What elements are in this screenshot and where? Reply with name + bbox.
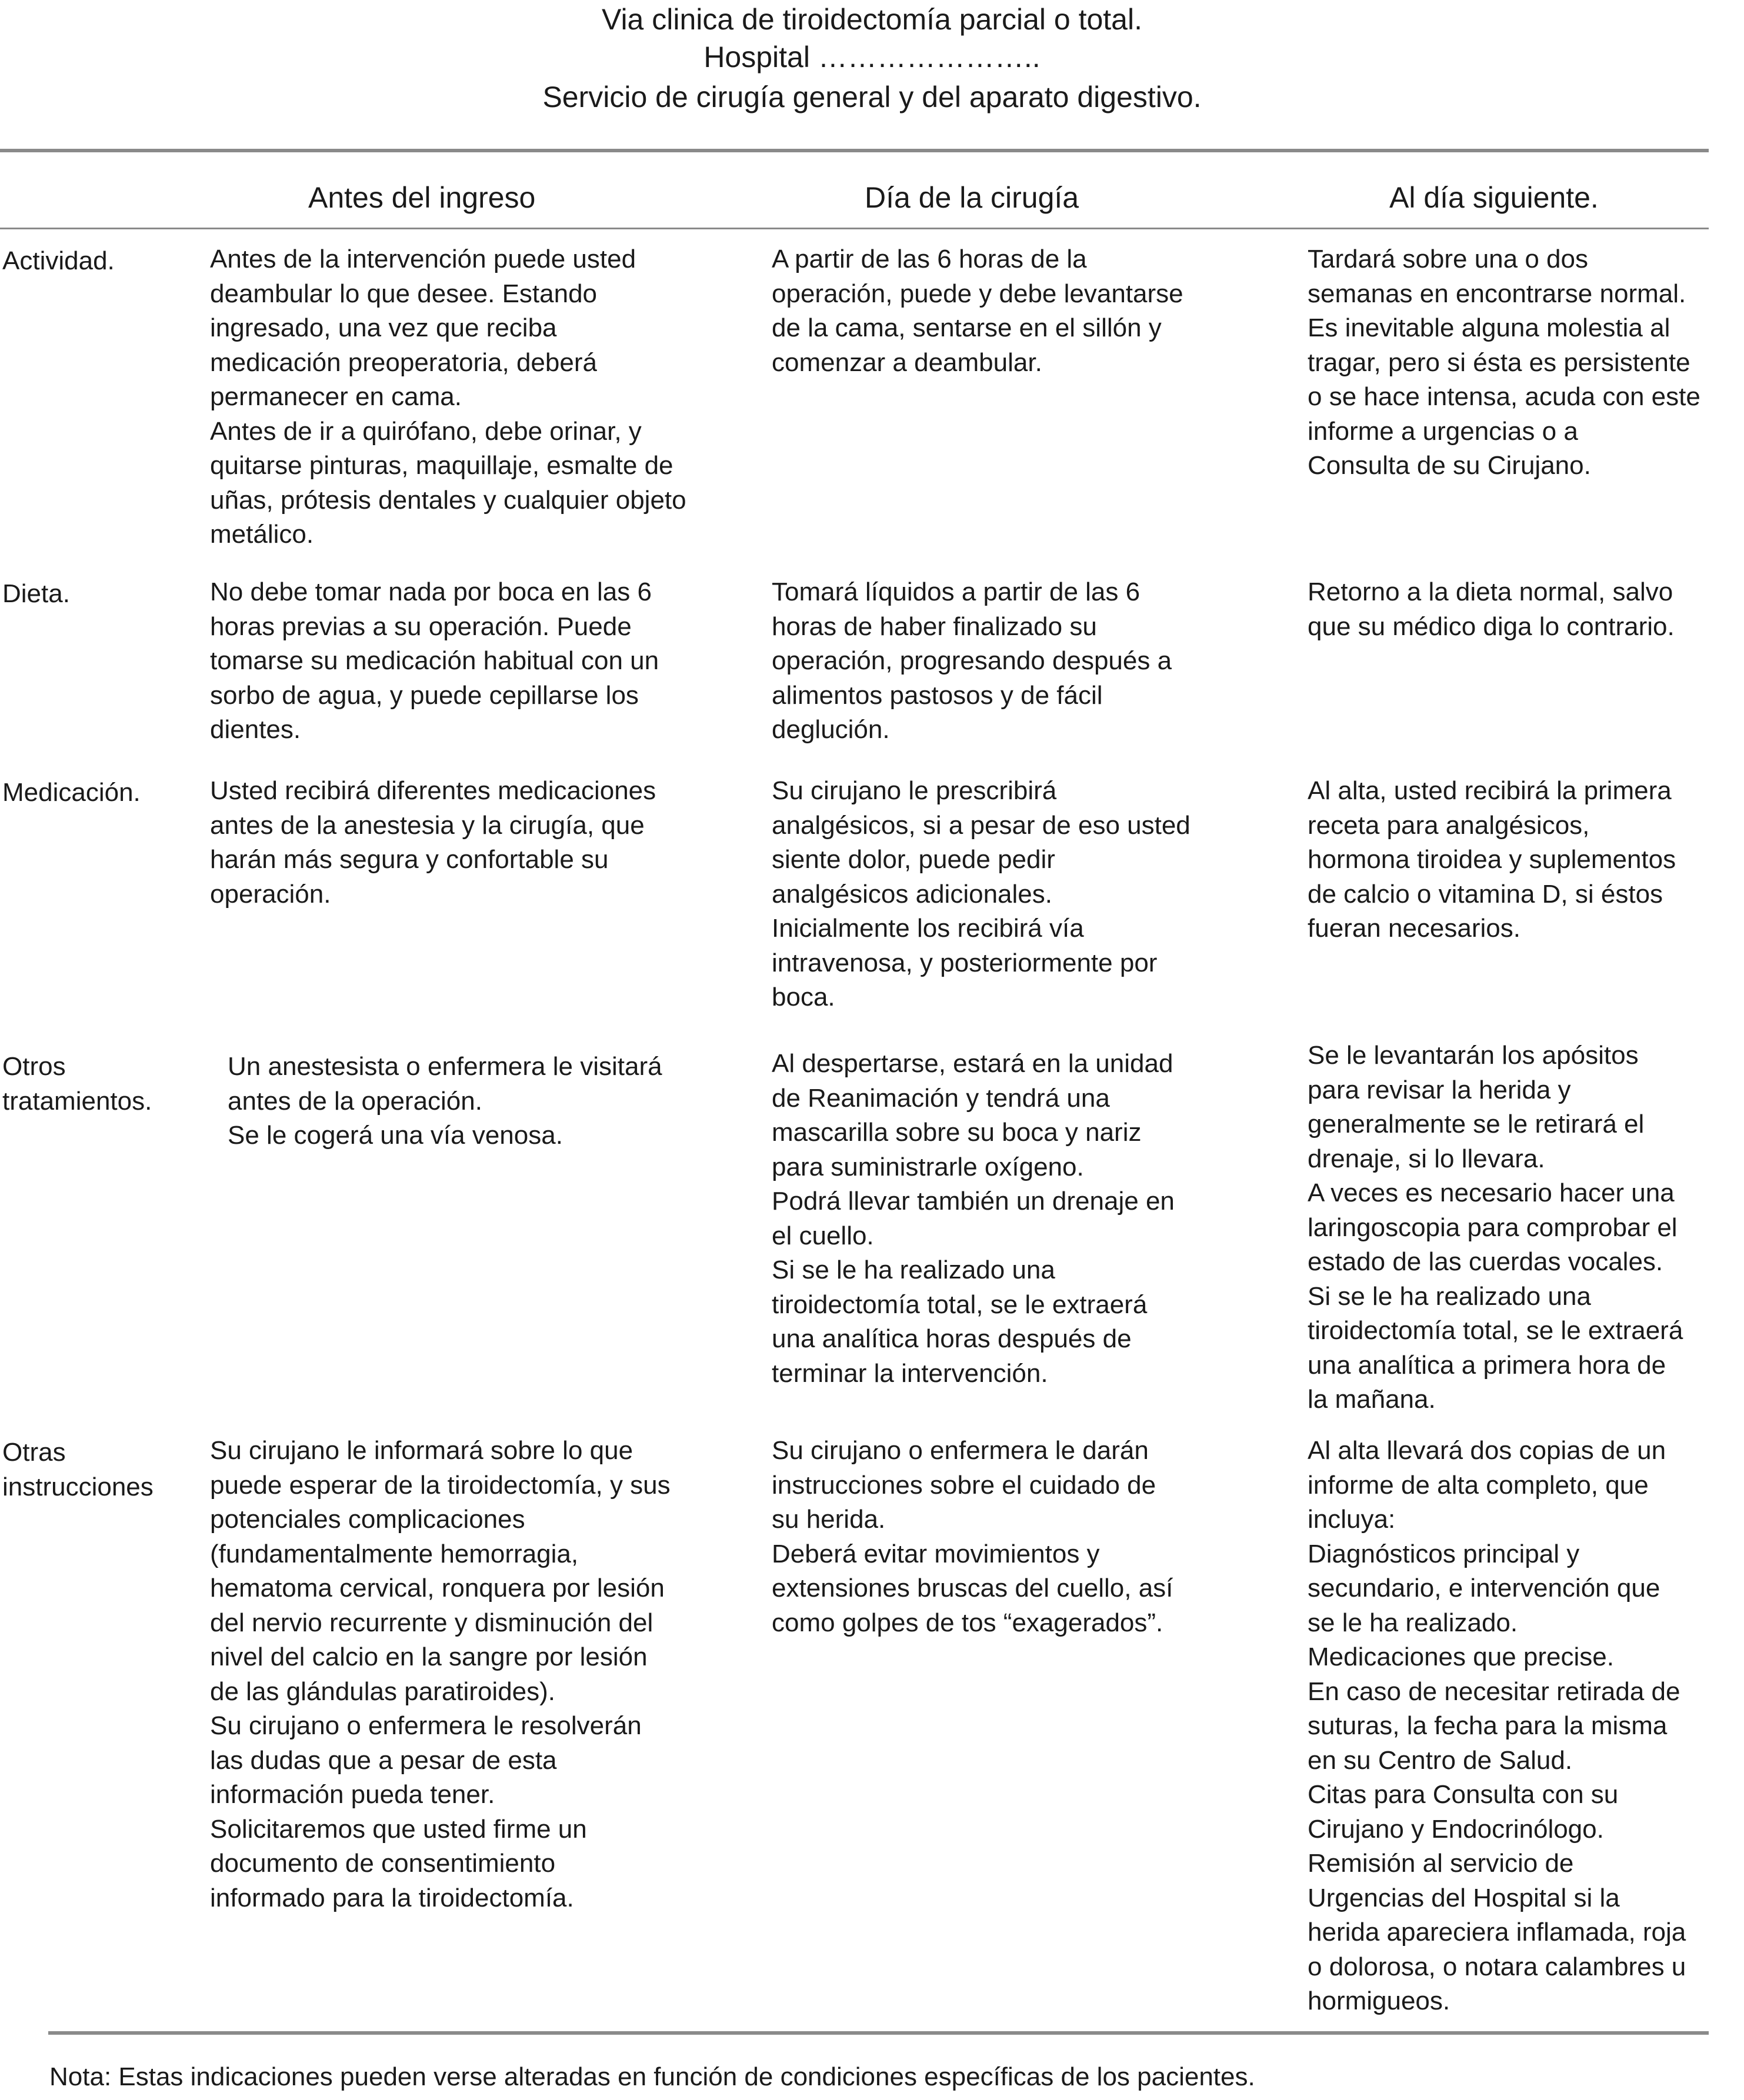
bottom-rule [48, 2031, 1709, 2035]
cell-medicacion-before [210, 774, 656, 912]
cell-line: Deberá evitar movimientos y [772, 1539, 1100, 1568]
cell-line: una analítica horas después de [772, 1324, 1132, 1353]
cell-line: En caso de necesitar retirada de [1308, 1677, 1680, 1706]
cell-line: Cirujano y Endocrinólogo. [1308, 1814, 1604, 1844]
cell-medicacion-next [1308, 774, 1676, 946]
row-label-line: Dieta. [2, 579, 70, 608]
cell-line: permanecer en cama. [210, 382, 462, 411]
cell-line: Se le cogerá una vía venosa. [228, 1121, 563, 1150]
cell-line: extensiones bruscas del cuello, así [772, 1574, 1173, 1602]
cell-line: Diagnósticos principal y [1308, 1539, 1580, 1568]
cell-line: de Reanimación y tendrá una [772, 1083, 1110, 1113]
cell-line: A partir de las 6 horas de la [772, 245, 1087, 273]
row-label-line: Otras [2, 1438, 66, 1467]
cell-line: fueran necesarios. [1308, 914, 1520, 943]
cell-line: tiroidectomía total, se le extraerá [1308, 1316, 1683, 1345]
cell-line: Urgencias del Hospital si la [1308, 1883, 1620, 1912]
cell-line: drenaje, si lo llevara. [1308, 1144, 1545, 1173]
cell-line: Citas para Consulta con su [1308, 1780, 1619, 1809]
row-label-otras-instrucciones [2, 1435, 154, 1504]
cell-line: Un anestesista o enfermera le visitará [228, 1052, 662, 1081]
cell-actividad-next [1308, 242, 1700, 483]
cell-line: Su cirujano le informará sobre lo que [210, 1436, 633, 1465]
cell-line: su herida. [772, 1505, 886, 1534]
cell-line: Medicaciones que precise. [1308, 1642, 1614, 1671]
cell-line: semanas en encontrarse normal. [1308, 279, 1686, 308]
title-line-1: Via clinica de tiroidectomía parcial o total. [602, 3, 1142, 36]
cell-otras-instrucciones-next [1308, 1434, 1686, 2019]
cell-line: Su cirujano o enfermera le darán [772, 1436, 1149, 1465]
cell-line: Se le levantarán los apósitos [1308, 1041, 1639, 1070]
cell-line: terminar la intervención. [772, 1358, 1048, 1388]
cell-line: deambular lo que desee. Estando [210, 279, 598, 308]
cell-line: suturas, la fecha para la misma [1308, 1711, 1668, 1740]
cell-line: Remisión al servicio de [1308, 1849, 1574, 1878]
cell-line: medicación preoperatoria, deberá [210, 348, 597, 377]
cell-line: Tardará sobre una o dos [1308, 245, 1588, 273]
cell-line: metálico. [210, 520, 314, 549]
cell-line: la mañana. [1308, 1385, 1436, 1414]
title-line-2: Hospital ………………….. [703, 41, 1041, 74]
cell-line: Consulta de su Cirujano. [1308, 451, 1591, 480]
cell-line: uñas, prótesis dentales y cualquier objeto [210, 485, 686, 515]
row-label-line: tratamientos. [2, 1086, 152, 1116]
cell-line: Retorno a la dieta normal, salvo [1308, 577, 1673, 606]
header-rule [0, 228, 1709, 229]
cell-line: las dudas que a pesar de esta [210, 1745, 557, 1775]
cell-dieta-surgery [772, 575, 1172, 747]
cell-line: Su cirujano le prescribirá [772, 776, 1057, 805]
footnote: Nota: Estas indicaciones pueden verse alteradas en función de condiciones específicas de los pacientes. [49, 2062, 1255, 2091]
cell-line: Si se le ha realizado una [1308, 1281, 1591, 1311]
cell-line: de calcio o vitamina D, si éstos [1308, 879, 1663, 909]
cell-line: nivel del calcio en la sangre por lesión [210, 1642, 648, 1671]
cell-line: Es inevitable alguna molestia al [1308, 313, 1670, 342]
cell-line: operación. [210, 879, 331, 909]
cell-line: instrucciones sobre el cuidado de [772, 1470, 1156, 1500]
cell-line: que su médico diga lo contrario. [1308, 612, 1675, 641]
cell-line: intravenosa, y posteriormente por [772, 948, 1158, 977]
cell-line: boca. [772, 983, 835, 1011]
cell-line: del nervio recurrente y disminución del [210, 1608, 653, 1637]
cell-line: horas previas a su operación. Puede [210, 612, 632, 641]
cell-line: el cuello. [772, 1221, 874, 1250]
col-header-before: Antes del ingreso [308, 181, 536, 214]
cell-line: mascarilla sobre su boca y nariz [772, 1118, 1142, 1147]
cell-medicacion-surgery [772, 774, 1191, 1015]
cell-actividad-before [210, 242, 686, 552]
row-label-otros-tratamientos [2, 1050, 152, 1119]
cell-otras-instrucciones-surgery [772, 1434, 1173, 1640]
cell-line: se le ha realizado. [1308, 1608, 1518, 1637]
cell-line: tomarse su medicación habitual con un [210, 646, 659, 675]
row-label-actividad [2, 244, 115, 279]
cell-line: estado de las cuerdas vocales. [1308, 1247, 1663, 1276]
cell-line: comenzar a deambular. [772, 348, 1042, 377]
cell-line: operación, puede y debe levantarse [772, 279, 1183, 308]
cell-line: herida apareciera inflamada, roja [1308, 1918, 1686, 1947]
cell-line: analgésicos adicionales. [772, 879, 1052, 909]
cell-line: Antes de la intervención puede usted [210, 245, 636, 273]
cell-line: secundario, e intervención que [1308, 1574, 1660, 1602]
cell-line: informado para la tiroidectomía. [210, 1883, 574, 1912]
cell-line: potenciales complicaciones [210, 1505, 525, 1534]
cell-line: Al despertarse, estará en la unidad [772, 1049, 1173, 1078]
col-header-next: Al día siguiente. [1389, 181, 1599, 214]
row-label-medicacion [2, 776, 141, 810]
cell-line: A veces es necesario hacer una [1308, 1178, 1675, 1207]
cell-line: Usted recibirá diferentes medicaciones [210, 776, 656, 805]
cell-line: Inicialmente los recibirá vía [772, 914, 1084, 943]
cell-line: Al alta llevará dos copias de un [1308, 1436, 1666, 1465]
cell-dieta-before [210, 575, 659, 747]
cell-line: sorbo de agua, y puede cepillarse los [210, 680, 639, 710]
title-line-3: Servicio de cirugía general y del aparato digestivo. [542, 81, 1202, 113]
cell-line: horas de haber finalizado su [772, 612, 1097, 641]
cell-line: incluya: [1308, 1505, 1396, 1534]
cell-line: Si se le ha realizado una [772, 1256, 1055, 1284]
cell-otras-instrucciones-before [210, 1434, 671, 1915]
cell-actividad-surgery [772, 242, 1183, 380]
cell-line: de la cama, sentarse en el sillón y [772, 313, 1162, 342]
cell-line: (fundamentalmente hemorragia, [210, 1539, 579, 1568]
cell-line: hematoma cervical, ronquera por lesión [210, 1574, 665, 1602]
cell-line: de las glándulas paratiroides). [210, 1677, 556, 1706]
cell-line: Antes de ir a quirófano, debe orinar, y [210, 416, 642, 446]
cell-otros-tratamientos-before [228, 1050, 662, 1153]
top-rule [0, 149, 1709, 152]
cell-line: dientes. [210, 715, 301, 744]
cell-line: para suministrarle oxígeno. [772, 1152, 1084, 1181]
cell-line: deglución. [772, 715, 890, 744]
cell-line: antes de la anestesia y la cirugía, que [210, 810, 645, 840]
row-label-line: Actividad. [2, 246, 115, 275]
row-label-line: Medicación. [2, 778, 141, 807]
cell-line: generalmente se le retirará el [1308, 1110, 1645, 1139]
cell-line: Al alta, usted recibirá la primera [1308, 776, 1672, 805]
cell-line: hormona tiroidea y suplementos [1308, 845, 1676, 874]
cell-line: tiroidectomía total, se le extraerá [772, 1290, 1148, 1319]
cell-line: operación, progresando después a [772, 646, 1172, 675]
cell-line: Su cirujano o enfermera le resolverán [210, 1711, 642, 1740]
cell-otros-tratamientos-next [1308, 1039, 1683, 1417]
cell-line: harán más segura y confortable su [210, 845, 609, 874]
row-label-line: Otros [2, 1052, 66, 1081]
cell-line: analgésicos, si a pesar de eso usted [772, 810, 1191, 840]
cell-line: Podrá llevar también un drenaje en [772, 1187, 1175, 1216]
col-header-surgery: Día de la cirugía [865, 181, 1079, 214]
cell-line: alimentos pastosos y de fácil [772, 680, 1103, 710]
cell-line: una analítica a primera hora de [1308, 1350, 1666, 1380]
cell-line: hormigueos. [1308, 1987, 1450, 2015]
cell-line: o dolorosa, o notara calambres u [1308, 1952, 1686, 1981]
row-label-dieta [2, 577, 70, 612]
cell-dieta-next [1308, 575, 1675, 644]
cell-line: quitarse pinturas, maquillaje, esmalte de [210, 451, 673, 480]
cell-line: Solicitaremos que usted firme un [210, 1814, 587, 1844]
cell-line: documento de consentimiento [210, 1849, 556, 1878]
cell-line: ingresado, una vez que reciba [210, 313, 557, 342]
cell-line: informe de alta completo, que [1308, 1470, 1649, 1500]
cell-line: para revisar la herida y [1308, 1075, 1571, 1104]
cell-line: Tomará líquidos a partir de las 6 [772, 577, 1141, 606]
cell-line: siente dolor, puede pedir [772, 845, 1055, 874]
cell-line: como golpes de tos “exagerados”. [772, 1608, 1163, 1637]
cell-line: en su Centro de Salud. [1308, 1745, 1573, 1775]
cell-otros-tratamientos-surgery [772, 1047, 1175, 1391]
cell-line: laringoscopia para comprobar el [1308, 1213, 1678, 1242]
cell-line: tragar, pero si ésta es persistente [1308, 348, 1690, 377]
row-label-line: instrucciones [2, 1472, 154, 1501]
cell-line: informe a urgencias o a [1308, 416, 1578, 446]
cell-line: antes de la operación. [228, 1086, 482, 1116]
cell-line: No debe tomar nada por boca en las 6 [210, 577, 652, 606]
cell-line: o se hace intensa, acuda con este [1308, 382, 1700, 411]
cell-line: receta para analgésicos, [1308, 810, 1590, 840]
cell-line: información pueda tener. [210, 1780, 495, 1809]
cell-line: puede esperar de la tiroidectomía, y sus [210, 1470, 671, 1500]
